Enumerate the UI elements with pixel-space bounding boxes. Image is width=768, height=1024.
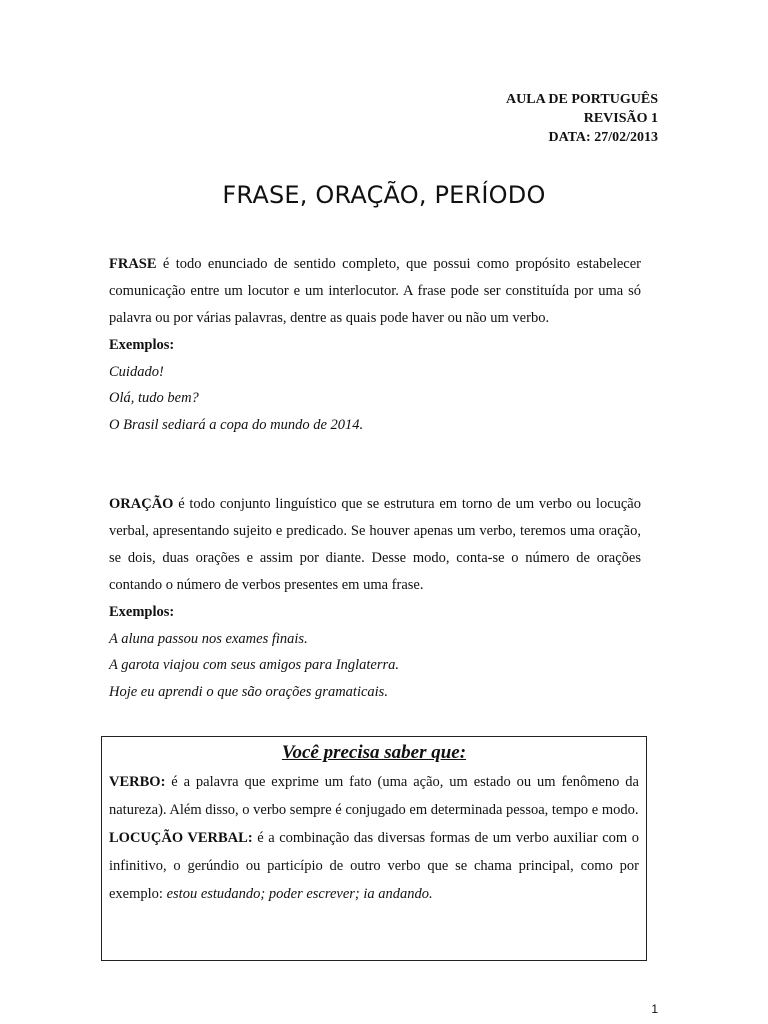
document-header (506, 90, 658, 147)
locucao-term: LOCUÇÃO VERBAL: (109, 830, 253, 846)
locucao-definition (109, 824, 639, 908)
verbo-definition (109, 768, 639, 824)
frase-definition (109, 251, 641, 332)
oracao-example: A garota viajou com seus amigos para Inglaterra. (109, 657, 399, 673)
oracao-term: ORAÇÃO (109, 496, 174, 512)
frase-term: FRASE (109, 256, 157, 272)
frase-section (109, 251, 641, 438)
frase-examples-label: Exemplos: (109, 337, 175, 353)
header-date: DATA: 27/02/2013 (548, 130, 658, 145)
page-number: 1 (651, 1002, 658, 1016)
oracao-text: é todo conjunto linguístico que se estrutura em torno de um verbo ou locução verbal, apresentando sujeito e predicado. Se houver apenas um verbo, teremos uma oração, se dois, duas orações e assim por diante. Desse modo, conta-se o número de orações contando o número de verbos presentes em uma frase. (109, 496, 641, 593)
frase-example: O Brasil sediará a copa do mundo de 2014. (109, 416, 364, 433)
frase-example: Cuidado! (109, 363, 164, 380)
oracao-section (109, 491, 641, 705)
oracao-example: A aluna passou nos exames finais. (109, 630, 308, 647)
oracao-examples-label: Exemplos: (109, 604, 175, 620)
header-revision: REVISÃO 1 (583, 111, 658, 126)
header-subject: AULA DE PORTUGUÊS (506, 92, 658, 107)
info-box (101, 736, 647, 961)
info-box-title: Você precisa saber que: (281, 742, 467, 763)
locucao-text: é a combinação das diversas formas de um verbo auxiliar com o infinitivo, o gerúndio ou particípio de outro verbo que se chama principal, como por exemplo: (109, 830, 640, 902)
page-title: FRASE, ORAÇÃO, PERÍODO (222, 181, 546, 209)
locucao-examples: estou estudando; poder escrever; ia andando. (166, 886, 433, 902)
verbo-term: VERBO: (109, 774, 166, 790)
oracao-definition (109, 491, 641, 599)
verbo-text: é a palavra que exprime um fato (uma ação, um estado ou um fenômeno da natureza). Além disso, o verbo sempre é conjugado em determinada pessoa, tempo e modo. (109, 774, 639, 818)
frase-text: é todo enunciado de sentido completo, que possui como propósito estabelecer comunicação entre um locutor e um interlocutor. A frase pode ser constituída por uma só palavra ou por várias palavras, dentre as quais pode haver ou não um verbo. (109, 256, 641, 326)
frase-example: Olá, tudo bem? (109, 390, 199, 406)
oracao-example: Hoje eu aprendi o que são orações gramaticais. (109, 683, 388, 700)
